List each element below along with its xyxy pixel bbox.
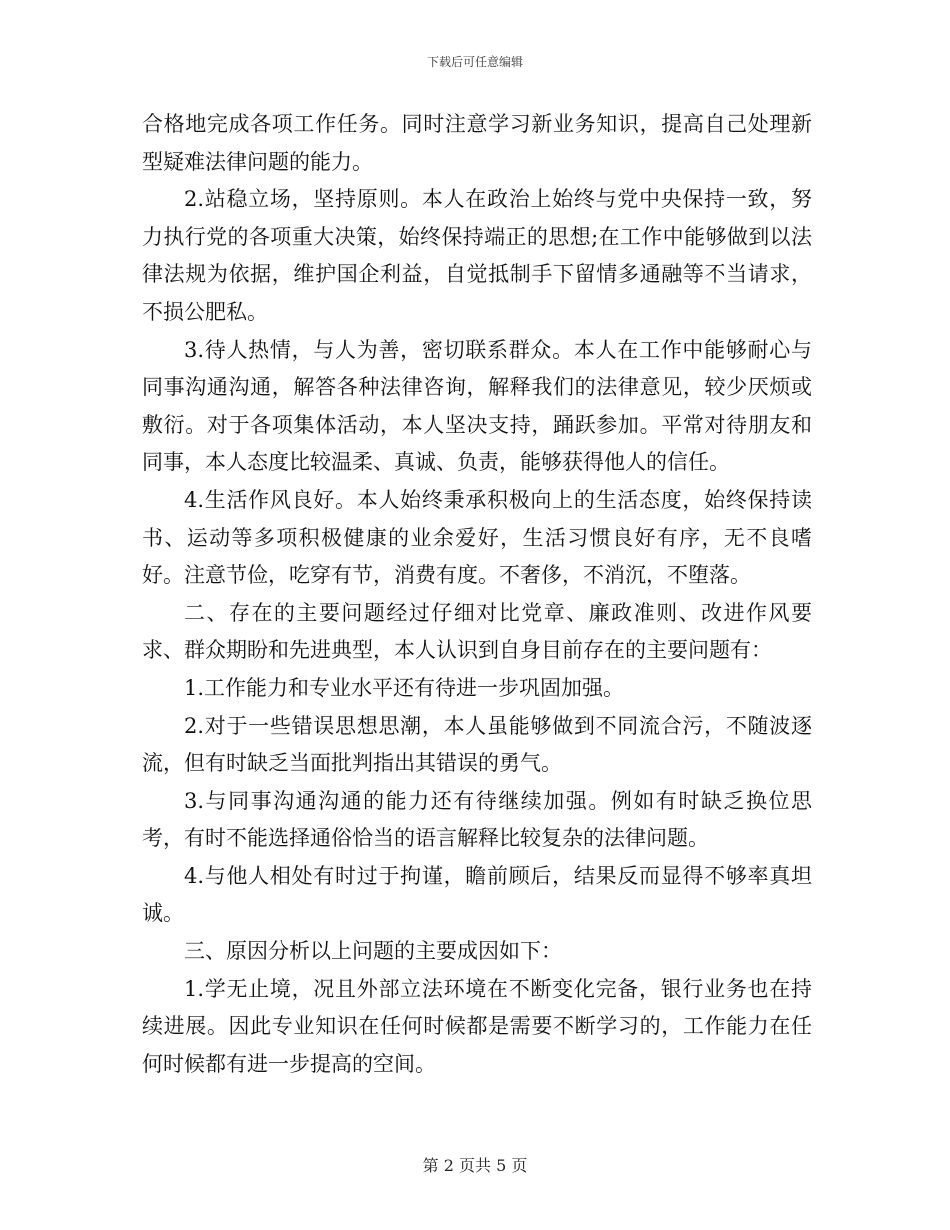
paragraph-problem-2: 2.对于一些错误思想思潮，本人虽能够做到不同流合污，不随波逐流，但有时缺乏当面批判指出其错误的勇气。	[142, 713, 812, 776]
paragraph-item-4-lifestyle: 4.生活作风良好。本人始终秉承积极向上的生活态度，始终保持读书、运动等多项积极健康的业余爱好，生活习惯良好有序，无不良嗜好。注意节俭，吃穿有节，消费有度。不奢侈，不消沉，不堕落。	[142, 487, 812, 588]
section-heading-causes: 三、原因分析以上问题的主要成因如下：	[184, 939, 562, 964]
page-header: 下载后可任意编辑	[426, 55, 523, 69]
section-heading-problems: 二、存在的主要问题经过仔细对比党章、廉政准则、改进作风要求、群众期盼和先进典型，本人认识到自身目前存在的主要问题有：	[142, 600, 812, 663]
paragraph-problem-3: 3.与同事沟通沟通的能力还有待继续加强。例如有时缺乏换位思考，有时不能选择通俗恰当的语言解释比较复杂的法律问题。	[142, 788, 812, 851]
page-number: 第 2 页共 5 页	[422, 1156, 528, 1175]
paragraph-cause-1: 1.学无止境，况且外部立法环境在不断变化完备，银行业务也在持续进展。因此专业知识在任何时候都是需要不断学习的，工作能力在任何时候都有进一步提高的空间。	[142, 976, 812, 1076]
paragraph-continuation: 合格地完成各项工作任务。同时注意学习新业务知识，提高自己处理新型疑难法律问题的能力。	[142, 112, 812, 174]
paragraph-item-3-people: 3.待人热情，与人为善，密切联系群众。本人在工作中能够耐心与同事沟通沟通，解答各种法律咨询，解释我们的法律意见，较少厌烦或敷衍。对于各项集体活动，本人坚决支持，踊跃参加。平常对待朋友和同事，本人态度比较温柔、真诚、负责，能够获得他人的信任。	[142, 337, 812, 475]
document-body	[142, 106, 812, 1083]
paragraph-problem-1: 1.工作能力和专业水平还有待进一步巩固加强。	[184, 675, 625, 700]
paragraph-problem-4: 4.与他人相处有时过于拘谨，瞻前顾后，结果反而显得不够率真坦诚。	[142, 863, 812, 926]
paragraph-item-2-stance: 2.站稳立场，坚持原则。本人在政治上始终与党中央保持一致，努力执行党的各项重大决策，始终保持端正的思想;在工作中能够做到以法律法规为依据，维护国企利益，自觉抵制手下留情多通融等不当请求，不损公肥私。	[142, 187, 812, 324]
